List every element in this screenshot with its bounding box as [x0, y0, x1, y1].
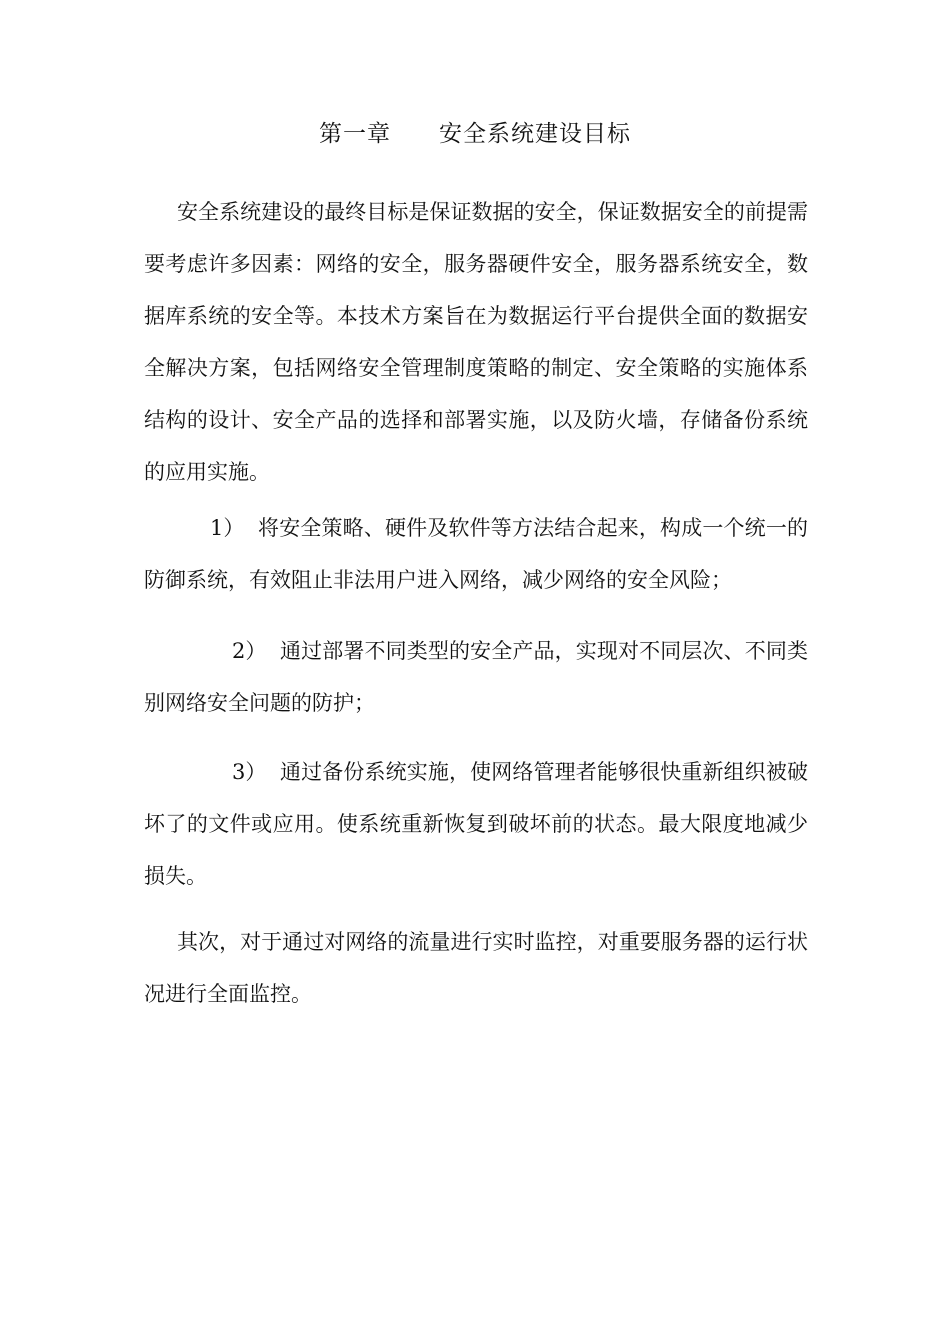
list-item-2-number: 2）	[232, 639, 267, 663]
list-item-3-number: 3）	[232, 760, 267, 784]
list-item-2	[144, 625, 808, 729]
list-item-3-text: 通过备份系统实施，使网络管理者能够很快重新组织被破坏了的文件或应用。使系统重新恢复到破坏前的状态。最大限度地减少损失。	[144, 760, 808, 888]
chapter-title: 第一章 安全系统建设目标	[319, 121, 631, 147]
closing-paragraph: 其次，对于通过对网络的流量进行实时监控，对重要服务器的运行状况进行全面监控。	[144, 930, 808, 1006]
list-item-3	[144, 746, 808, 902]
list-item-2-text: 通过部署不同类型的安全产品，实现对不同层次、不同类别网络安全问题的防护；	[144, 639, 808, 715]
list-item-1	[144, 502, 808, 606]
list-item-1-text: 将安全策略、硬件及软件等方法结合起来，构成一个统一的防御系统，有效阻止非法用户进入网络，减少网络的安全风险；	[144, 516, 808, 592]
intro-paragraph: 安全系统建设的最终目标是保证数据的安全，保证数据安全的前提需要考虑许多因素：网络的安全，服务器硬件安全，服务器系统安全，数据库系统的安全等。本技术方案旨在为数据运行平台提供全面的数据安全解决方案，包括网络安全管理制度策略的制定、安全策略的实施体系结构的设计、安全产品的选择和部署实施，以及防火墙，存储备份系统的应用实施。	[144, 200, 808, 484]
list-item-1-number: 1）	[210, 516, 245, 540]
